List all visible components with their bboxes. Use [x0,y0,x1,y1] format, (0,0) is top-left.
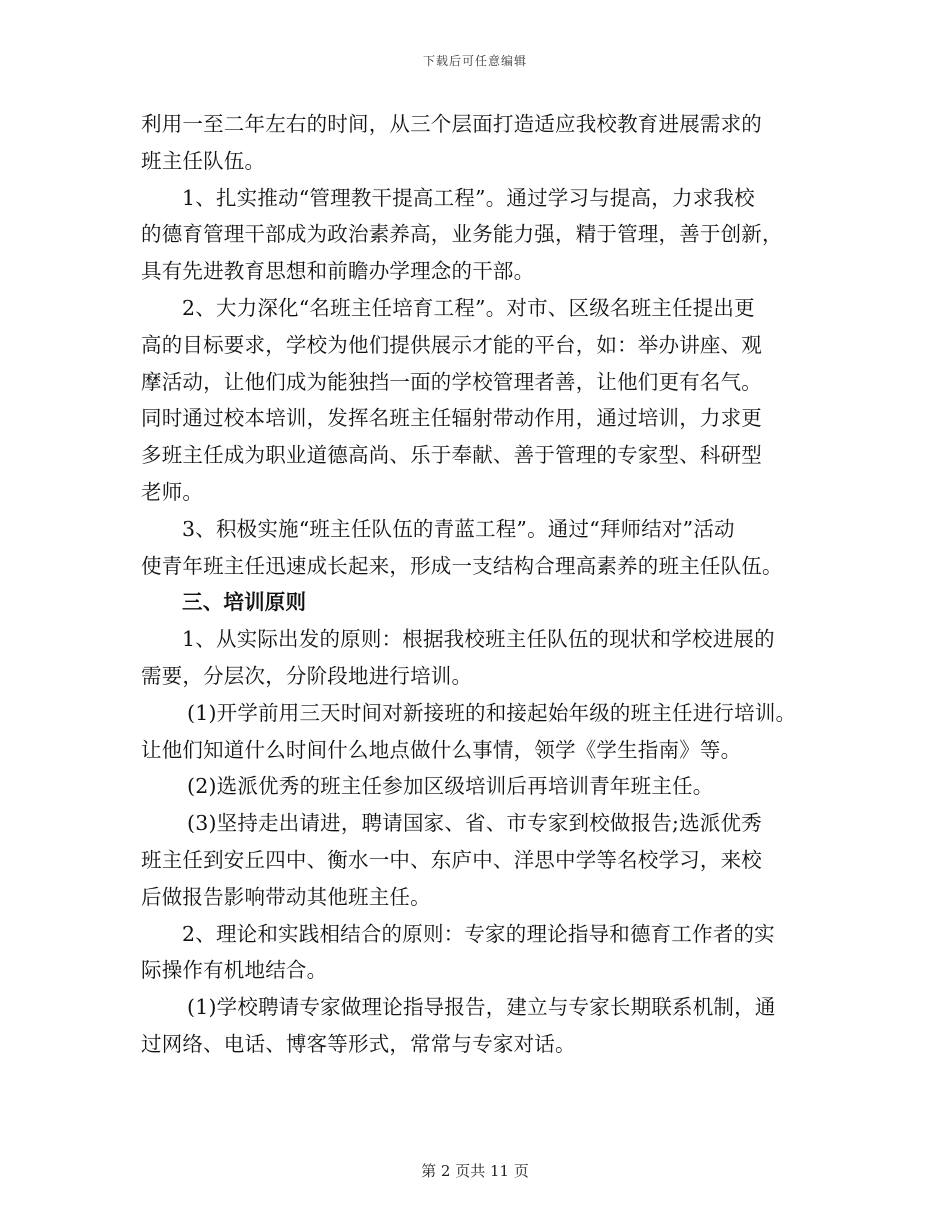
text-line-23: 2、理论和实践相结合的原则：专家的理论指导和德育工作者的实 [182,921,775,946]
page-header: 下载后可任意编辑 [422,54,527,68]
text-line-9: 同时通过校本培训，发挥名班主任辐射带动作用，通过培训，力求更 [141,406,762,431]
text-line-25: (1)学校聘请专家做理论指导报告，建立与专家长期联系机制，通 [187,995,776,1020]
page-footer: 第 2 页共 11 页 [421,1162,529,1180]
text-line-3: 1、扎实推动“管理教干提高工程”。通过学习与提高，力求我校 [182,185,755,210]
text-line-12: 3、积极实施“班主任队伍的青蓝工程”。通过“拜师结对”活动 [182,516,735,541]
text-line-8: 摩活动，让他们成为能独挡一面的学校管理者善，让他们更有名气。 [141,369,762,394]
text-line-24: 际操作有机地结合。 [141,958,328,983]
text-line-26: 过网络、电话、博客等形式，常常与专家对话。 [141,1031,576,1056]
text-line-22: 后做报告影响带动其他班主任。 [141,884,431,909]
text-line-1: 利用一至二年左右的时间，从三个层面打造适应我校教育进展需求的 [141,112,762,136]
text-line-19: (2)选派优秀的班主任参加区级培训后再培训青年班主任。 [187,774,714,799]
text-line-20: (3)坚持走出请进，聘请国家、省、市专家到校做报告;选派优秀 [187,811,762,836]
text-line-17: (1)开学前用三天时间对新接班的和接起始年级的班主任进行培训。 [187,700,797,725]
text-line-13: 使青年班主任迅速成长起来，形成一支结构合理高素养的班主任队伍。 [141,553,783,578]
text-line-16: 需要，分层次，分阶段地进行培训。 [141,663,473,688]
text-line-10: 多班主任成为职业道德高尚、乐于奉献、善于管理的专家型、科研型 [141,443,762,468]
text-line-5: 具有先进教育思想和前瞻办学理念的干部。 [141,259,535,284]
text-line-18: 让他们知道什么时间什么地点做什么事情，领学《学生指南》等。 [141,737,742,762]
text-line-4: 的德育管理干部成为政治素养高，业务能力强，精于管理，善于创新， [141,222,783,247]
text-line-11: 老师。 [141,479,204,504]
text-line-21: 班主任到安丘四中、衡水一中、东庐中、洋思中学等名校学习，来校 [141,847,762,872]
text-line-2: 班主任队伍。 [141,148,266,173]
text-line-6: 2、大力深化“名班主任培育工程”。对市、区级名班主任提出更 [182,295,755,320]
section-heading: 三、培训原则 [182,590,307,615]
text-line-7: 高的目标要求，学校为他们提供展示才能的平台，如：举办讲座、观 [141,332,762,357]
document-body [141,106,809,1063]
text-line-15: 1、从实际出发的原则：根据我校班主任队伍的现状和学校进展的 [182,627,775,652]
